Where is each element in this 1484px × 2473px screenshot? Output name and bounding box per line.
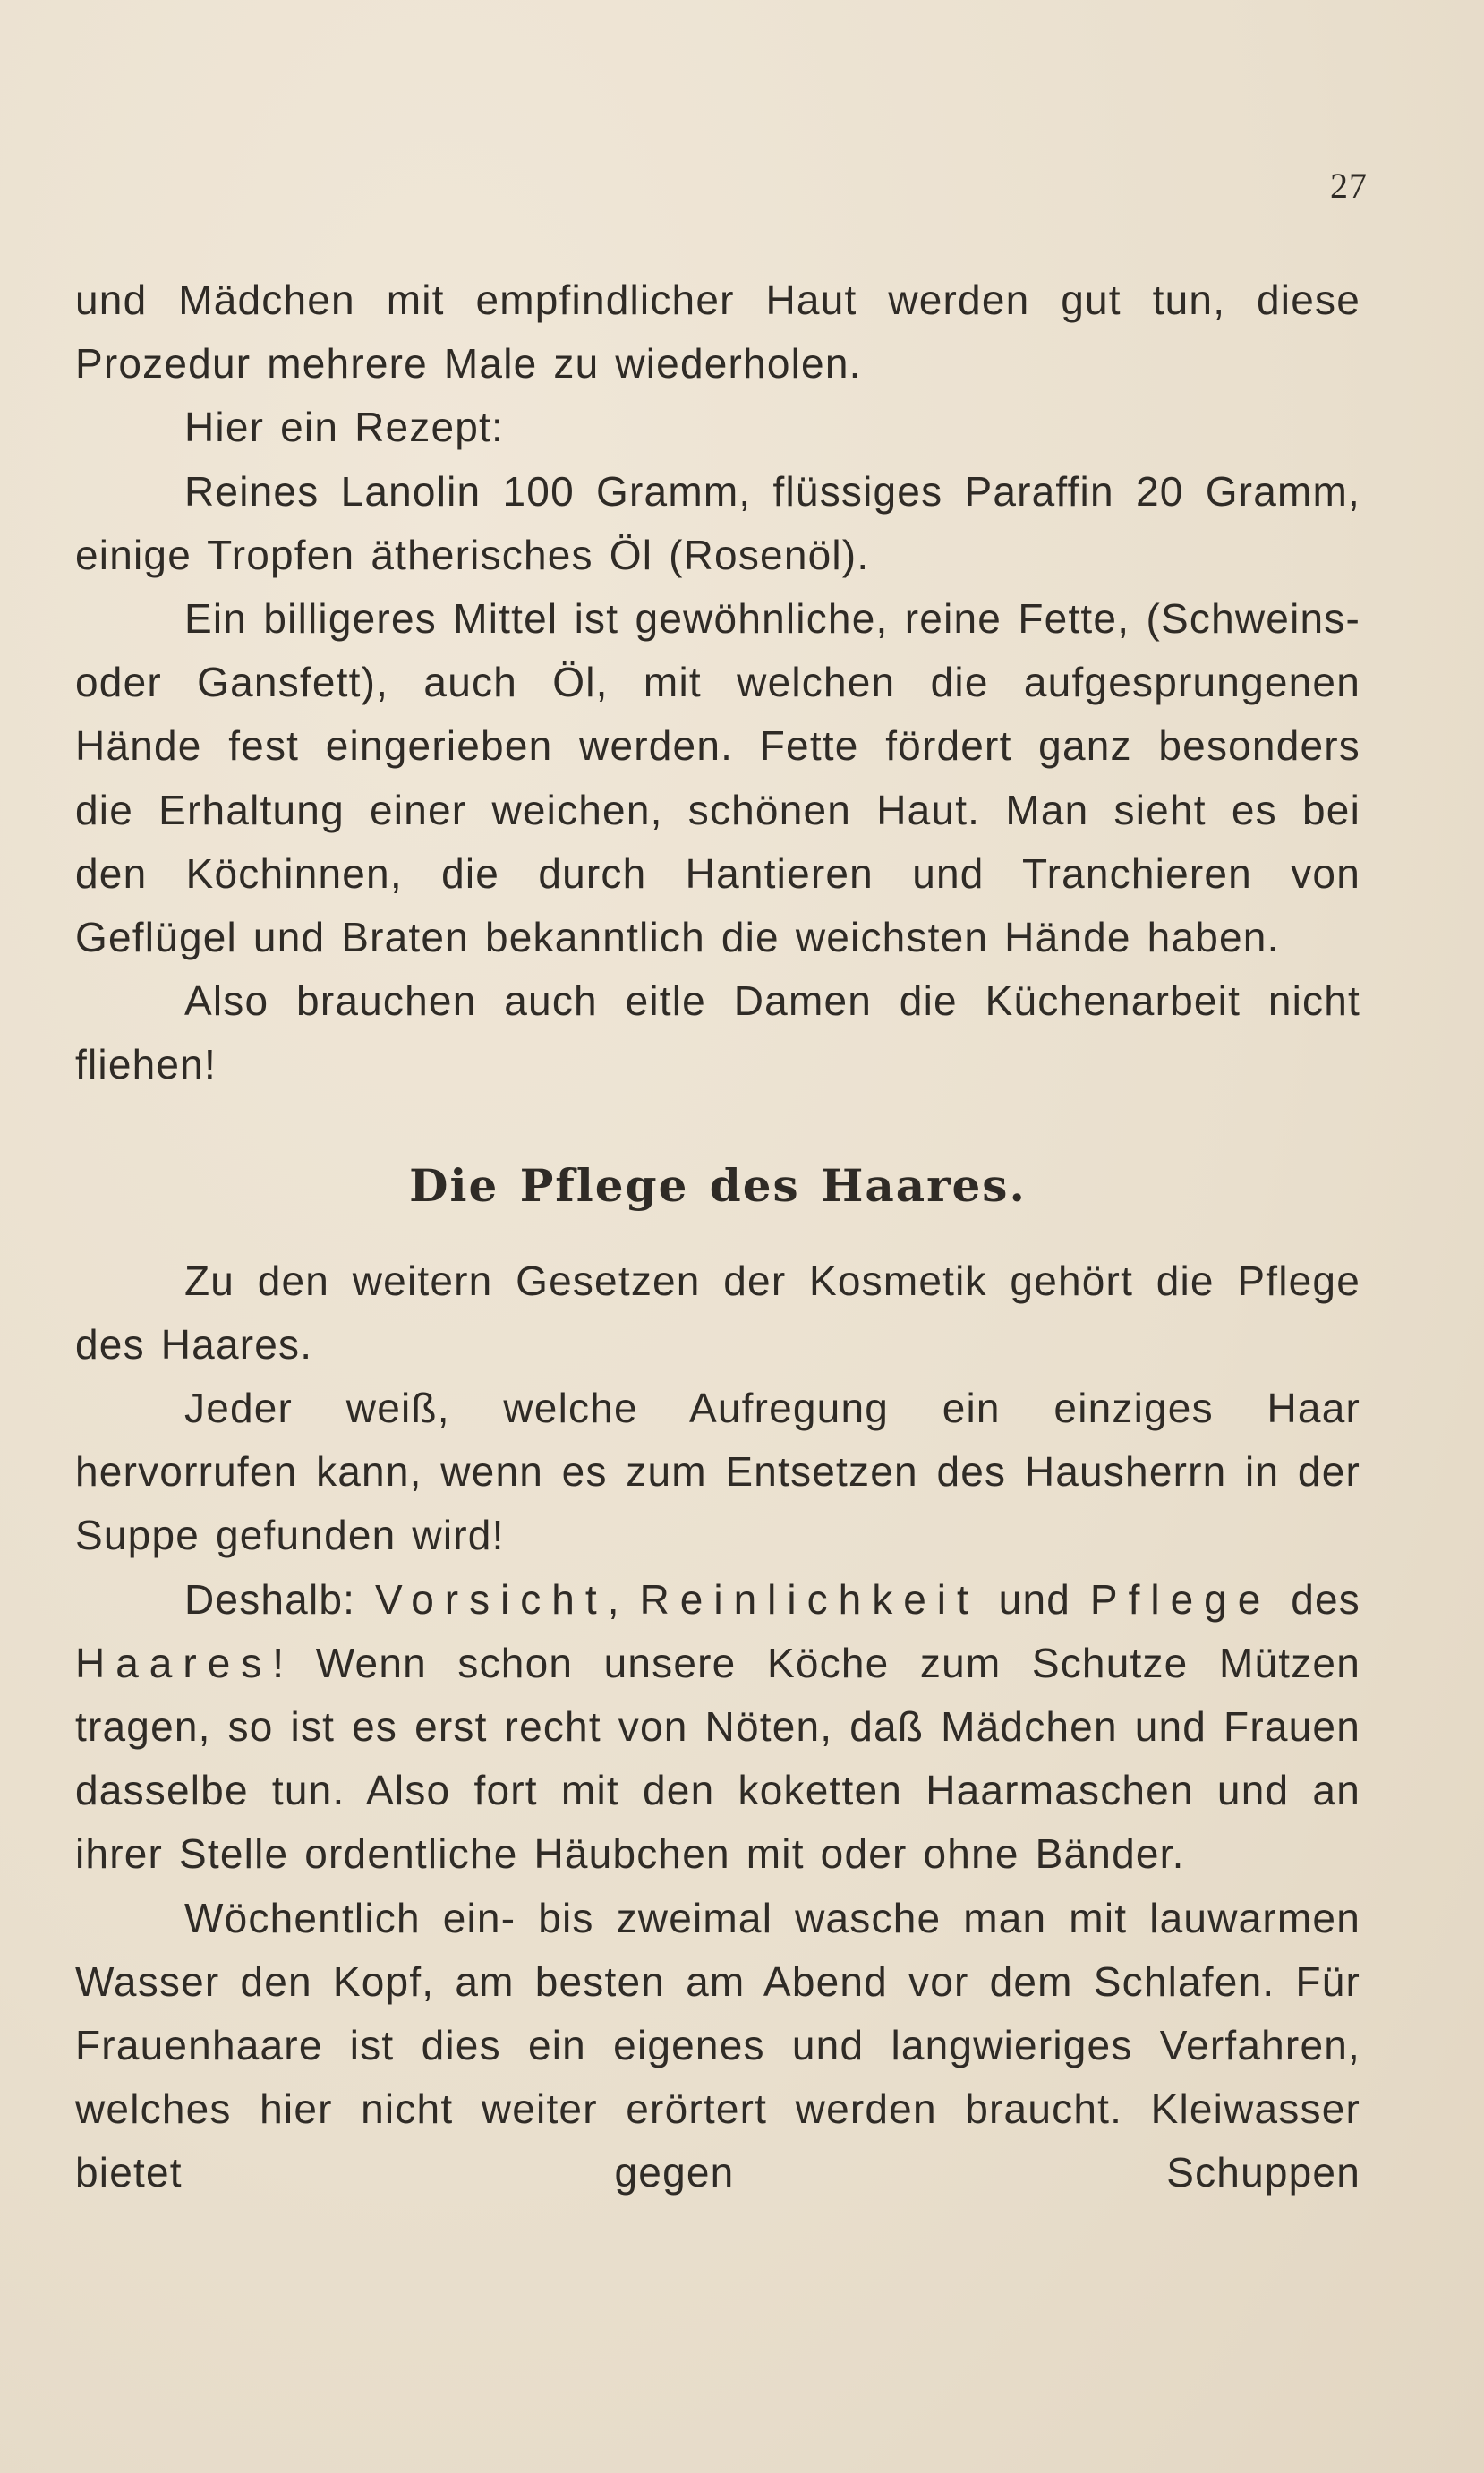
spaced-word-haares: Haares: [75, 1639, 273, 1686]
spaced-word-pflege: Pflege: [1089, 1575, 1272, 1623]
paragraph-8: [75, 1568, 1360, 1887]
paragraph-2: Hier ein Rezept:: [184, 404, 505, 451]
paragraph-9: Wöchentlich ein- bis zweimal wasche man mit lauwarmen Wasser den Kopf, am besten am Abend vor dem Schlafen. Für Frauenhaare ist dies ein eigenes und langwieriges Verfahren, welches hier nicht weiter erörtert werden braucht. Kleiwasser bietet gegen Schuppen: [75, 1894, 1360, 2196]
p8-text: des: [1271, 1575, 1360, 1623]
spaced-word-vorsicht: Vorsicht: [375, 1575, 608, 1623]
spaced-word-reinlichkeit: Reinlichkeit: [639, 1575, 979, 1623]
paragraph-4: Ein billigeres Mittel ist gewöhnliche, reine Fette, (Schweins- oder Gansfett), auch Öl, mit welchen die aufgesprungenen Hände fest eingerieben werden. Fette fördert ganz besonders die Erhaltung einer weichen, schönen Haut. Man sieht es bei den Köchinnen, die durch Hantieren und Tranchieren von Geflügel und Braten bekanntlich die weichsten Hände haben.: [75, 595, 1360, 961]
paragraph-6: Zu den weitern Gesetzen der Kosmetik gehört die Pflege des Haares.: [75, 1257, 1360, 1368]
page-number: 27: [1330, 166, 1368, 206]
paragraph-3: Reines Lanolin 100 Gramm, flüssiges Paraffin 20 Gramm, einige Tropfen ätherisches Öl (Rosenöl).: [75, 467, 1360, 578]
page-body: [75, 269, 1360, 2205]
paragraph-1: und Mädchen mit empfindlicher Haut werden gut tun, diese Prozedur mehrere Male zu wiederholen.: [75, 277, 1360, 388]
section-heading: Die Pflege des Haares.: [409, 1158, 1027, 1212]
paragraph-7: Jeder weiß, welche Aufregung ein einziges Haar hervorrufen kann, wenn es zum Entsetzen des Hausherrn in der Suppe gefunden wird!: [75, 1385, 1360, 1559]
paragraph-5: Also brauchen auch eitle Damen die Küchenarbeit nicht fliehen!: [75, 977, 1360, 1088]
p8-text: und: [978, 1575, 1090, 1623]
p8-text: ! Wenn schon unsere Köche zum Schutze Mützen tragen, so ist es erst recht von Nöten, daß Mädchen und Frauen dasselbe tun. Also fort mit den koketten Haarmaschen und an ihrer Stelle ordentliche Häubchen mit oder ohne Bänder.: [75, 1639, 1360, 1878]
p8-text: ,: [607, 1575, 640, 1623]
p8-text: Deshalb:: [184, 1575, 376, 1623]
